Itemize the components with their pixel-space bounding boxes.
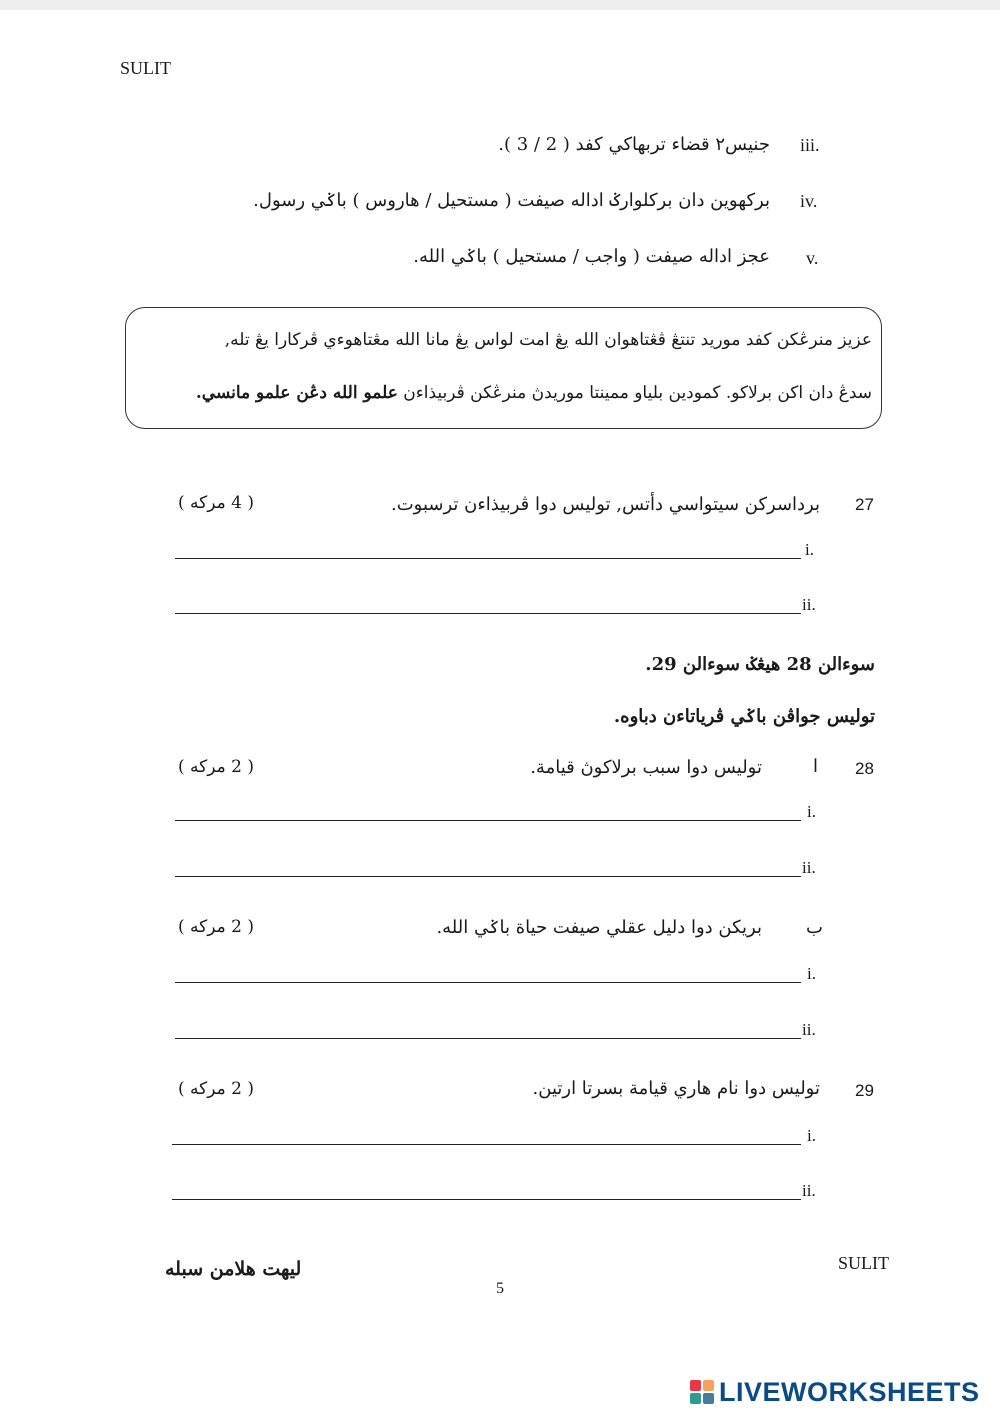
- q28a-text: توليس دوا سبب برلاكوڽ قيامة.: [530, 757, 762, 778]
- q28a-answer-line-i[interactable]: [175, 820, 801, 821]
- sulit-header: SULIT: [120, 58, 171, 78]
- q29-answer-line-ii[interactable]: [172, 1199, 801, 1200]
- page-top-edge: [0, 0, 1000, 10]
- page-number: 5: [496, 1280, 504, 1297]
- passage-line-2: [142, 383, 872, 403]
- q28b-answer-label-ii: ii.: [802, 1020, 816, 1039]
- q29-marks: ( 2 مركه ): [178, 1079, 255, 1099]
- q28a-answer-line-ii[interactable]: [175, 876, 801, 877]
- liveworksheets-watermark: [690, 1374, 995, 1410]
- q28b-text: بريكن دوا دليل عقلي صيفت حياة باݢي الله.: [436, 917, 762, 938]
- q28a-part-label: ا: [813, 756, 819, 777]
- liveworksheets-logo-icon: [690, 1380, 714, 1404]
- q28a-marks: ( 2 مركه ): [178, 757, 255, 777]
- q27-marks: ( 4 مركه ): [178, 493, 255, 513]
- instruction-line-2: توليس جواڤن باݢي ڤرياتاءن دباوه.: [613, 706, 875, 727]
- q28b-answer-line-i[interactable]: [175, 982, 801, 983]
- instruction-line-1: سوءالن 28 هيڠݢ سوءالن 29.: [645, 654, 875, 675]
- passage-line-1: عزيز منرڠكن كفد موريد تنتڠ ڤڠتاهوان الله يڠ امت لواس يڠ مانا الله مڠتاهوءي ڤركارا يڠ تله,: [224, 330, 872, 350]
- q27-text: برداسركن سيتواسي دأتس, توليس دوا ڤربيذاءن ترسبوت.: [390, 494, 820, 515]
- next-page-note: ليهت هلامن سبله: [165, 1258, 302, 1280]
- q29-text: توليس دوا نام هاري قيامة بسرتا ارتين.: [532, 1078, 820, 1099]
- q28b-marks: ( 2 مركه ): [178, 917, 255, 937]
- q27-answer-label-i: i.: [805, 540, 814, 559]
- roman-label-v: v.: [806, 248, 819, 268]
- q28a-answer-label-i: i.: [807, 802, 816, 821]
- q29-answer-line-i[interactable]: [172, 1144, 801, 1145]
- q27-number: 27: [855, 495, 874, 514]
- q27-answer-line-ii[interactable]: [175, 613, 801, 614]
- item-v-text: عجز اداله صيفت ( واجب / مستحيل ) باݢي الله.: [413, 246, 770, 267]
- passage-line-2-bold: علمو الله دڠن علمو مانسي.: [195, 383, 398, 403]
- q28-number: 28: [855, 759, 874, 778]
- q27-answer-line-i[interactable]: [175, 558, 801, 559]
- q27-answer-label-ii: ii.: [802, 595, 816, 614]
- roman-label-iii: iii.: [800, 135, 820, 155]
- q28a-answer-label-ii: ii.: [802, 858, 816, 877]
- watermark-text: LIVEWORKSHEETS: [719, 1376, 980, 1407]
- q29-answer-label-i: i.: [807, 1126, 816, 1145]
- q29-answer-label-ii: ii.: [802, 1181, 816, 1200]
- q28b-answer-line-ii[interactable]: [175, 1038, 801, 1039]
- q29-number: 29: [855, 1081, 874, 1100]
- roman-label-iv: iv.: [800, 191, 818, 211]
- sulit-footer: SULIT: [838, 1253, 889, 1273]
- item-iv-text: بركهوين دان بركلوارݢ اداله صيفت ( مستحيل / هاروس ) باݢي رسول.: [253, 190, 770, 211]
- item-iii-text: جنيس٢ قضاء تربهاكي كفد ( 2 / 3 ).: [498, 134, 770, 155]
- passage-line-2-plain: سدڠ دان اكن برلاكو. كمودين بلياو ممينتا موريدڽ منرڠكن ڤربيذاءن: [403, 383, 872, 403]
- q28b-part-label: ب: [806, 917, 823, 938]
- q28b-answer-label-i: i.: [807, 964, 816, 983]
- passage-box: [125, 307, 882, 429]
